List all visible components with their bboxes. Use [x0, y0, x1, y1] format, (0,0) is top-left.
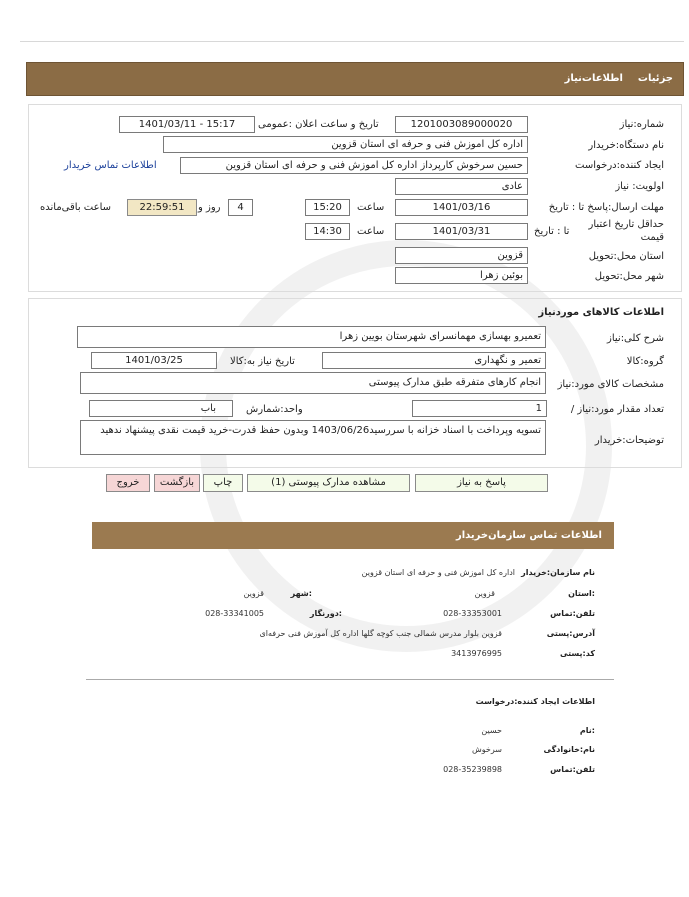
- validity-time-label: ساعت: [357, 226, 385, 237]
- deadline-date-field: 1401/03/16: [395, 199, 528, 216]
- province-label: استان محل:تحویل: [588, 251, 664, 262]
- validity-label-1: حداقل تاریخ اعتبار: [588, 219, 664, 230]
- validity-date-field: 1401/03/31: [395, 223, 528, 240]
- creator-label: ایجاد کننده:درخواست: [575, 160, 664, 171]
- need-date-label: تاریخ نیاز به:کالا: [230, 356, 295, 367]
- creator-phone: 028-35239898: [443, 765, 502, 774]
- deadline-time-label: ساعت: [357, 202, 385, 213]
- contact-postal-label: کد:پستی: [560, 649, 595, 658]
- desc-label: شرح کلی:نیاز: [607, 333, 664, 344]
- contact-header-bar: [92, 522, 614, 549]
- need-date-field: 1401/03/25: [91, 352, 217, 369]
- attachments-button[interactable]: مشاهده مدارک پیوستی (1): [247, 474, 410, 492]
- city-label: شهر محل:تحویل: [594, 271, 664, 282]
- contact-divider: [86, 679, 614, 680]
- remaining-timer: 22:59:51: [127, 199, 197, 216]
- unit-label: واحد:شمارش: [246, 404, 303, 415]
- creator-family-label: نام:خانوادگی: [543, 745, 595, 754]
- contact-city: قزوین: [243, 589, 264, 598]
- priority-label: اولویت: نیاز: [615, 181, 664, 192]
- buyer-org-label: نام دستگاه:خریدار: [588, 140, 664, 151]
- contact-state-label: استان:: [568, 589, 595, 598]
- contact-fax: 028-33341005: [205, 609, 264, 618]
- validity-to-label: تا : تاریخ: [534, 226, 570, 237]
- reply-button[interactable]: پاسخ به نیاز: [415, 474, 548, 492]
- buyer-contact-link[interactable]: اطلاعات تماس خریدار: [64, 160, 157, 171]
- creator-name-label: نام:: [579, 726, 595, 735]
- notes-field: تسویه وپرداخت با اسناد خزانه با سررسید1403/06/26 وبدون حفظ قدرت-خرید قیمت نقدی پیشنهاد ندهید: [80, 420, 546, 455]
- spec-field: انجام کارهای متفرقه طبق مدارک پیوستی: [80, 372, 546, 394]
- need-number-label: شماره:نیاز: [619, 119, 664, 130]
- remaining-label: ساعت باقی‌مانده: [40, 202, 112, 213]
- exit-button[interactable]: خروج: [106, 474, 150, 492]
- priority-field: عادی: [395, 178, 528, 195]
- deadline-label: مهلت ارسال:پاسخ تا : تاریخ: [548, 202, 664, 213]
- back-button[interactable]: بازگشت: [154, 474, 200, 492]
- contact-state: قزوین: [474, 589, 495, 598]
- tab-details[interactable]: جزئیات: [637, 73, 673, 84]
- validity-time-field: 14:30: [305, 223, 350, 240]
- deadline-time-field: 15:20: [305, 199, 350, 216]
- tab-need-info[interactable]: اطلاعات‌نیاز: [564, 73, 623, 84]
- contact-title: اطلاعات تماس سازمان‌خریدار: [455, 530, 602, 541]
- validity-label-2: قیمت: [640, 232, 664, 243]
- contact-org: اداره کل اموزش فنی و حرفه ای استان قزوین: [361, 568, 515, 577]
- contact-fax-label: دورنگار:: [309, 609, 342, 618]
- buyer-org-field: اداره کل اموزش فنی و حرفه ای استان قزوین: [163, 136, 528, 153]
- days-field: 4: [228, 199, 253, 216]
- creator-phone-label: تلفن:تماس: [550, 765, 595, 774]
- group-field: تعمیر و نگهداری: [322, 352, 546, 369]
- creator-field: حسین سرخوش کارپرداز اداره کل اموزش فنی و حرفه ای استان قزوین: [180, 157, 528, 174]
- creator-family: سرخوش: [472, 745, 502, 754]
- need-number-field: 1201003089000020: [395, 116, 528, 133]
- contact-phone-label: تلفن:تماس: [550, 609, 595, 618]
- contact-address: قزوین بلوار مدرس شمالی جنب کوچه گلها اداره کل آموزش فنی حرفه‌ای: [259, 629, 502, 638]
- desc-field: تعمیرو بهسازی مهمانسرای شهرستان بویین زهرا: [77, 326, 546, 348]
- announce-label: تاریخ و ساعت اعلان :عمومی: [258, 119, 379, 130]
- creator-section-title: اطلاعات ایجاد کننده:درخواست: [475, 697, 595, 706]
- notes-label: توضیحات:خریدار: [594, 435, 664, 446]
- announce-field: 1401/03/11 - 15:17: [119, 116, 255, 133]
- spec-label: مشخصات کالای مورد:نیاز: [557, 379, 664, 390]
- contact-phone: 028-33353001: [443, 609, 502, 618]
- contact-city-label: شهر:: [290, 589, 312, 598]
- qty-field: 1: [412, 400, 547, 417]
- unit-field: باب: [89, 400, 233, 417]
- days-label: روز و: [198, 202, 221, 213]
- contact-postal: 3413976995: [451, 649, 502, 658]
- contact-org-label: نام سازمان:خریدار: [521, 568, 595, 577]
- header-bar: [26, 62, 684, 96]
- group-label: گروه:کالا: [626, 356, 664, 367]
- city-field: بوئین زهرا: [395, 267, 528, 284]
- qty-label: / تعداد مقدار مورد:نیاز: [570, 404, 664, 415]
- top-divider: [20, 41, 684, 42]
- contact-address-label: آدرس:پستی: [546, 629, 595, 638]
- province-field: قزوین: [395, 247, 528, 264]
- creator-name: حسین: [481, 726, 502, 735]
- print-button[interactable]: چاپ: [203, 474, 243, 492]
- goods-title: اطلاعات کالاهای موردنیاز: [538, 307, 664, 318]
